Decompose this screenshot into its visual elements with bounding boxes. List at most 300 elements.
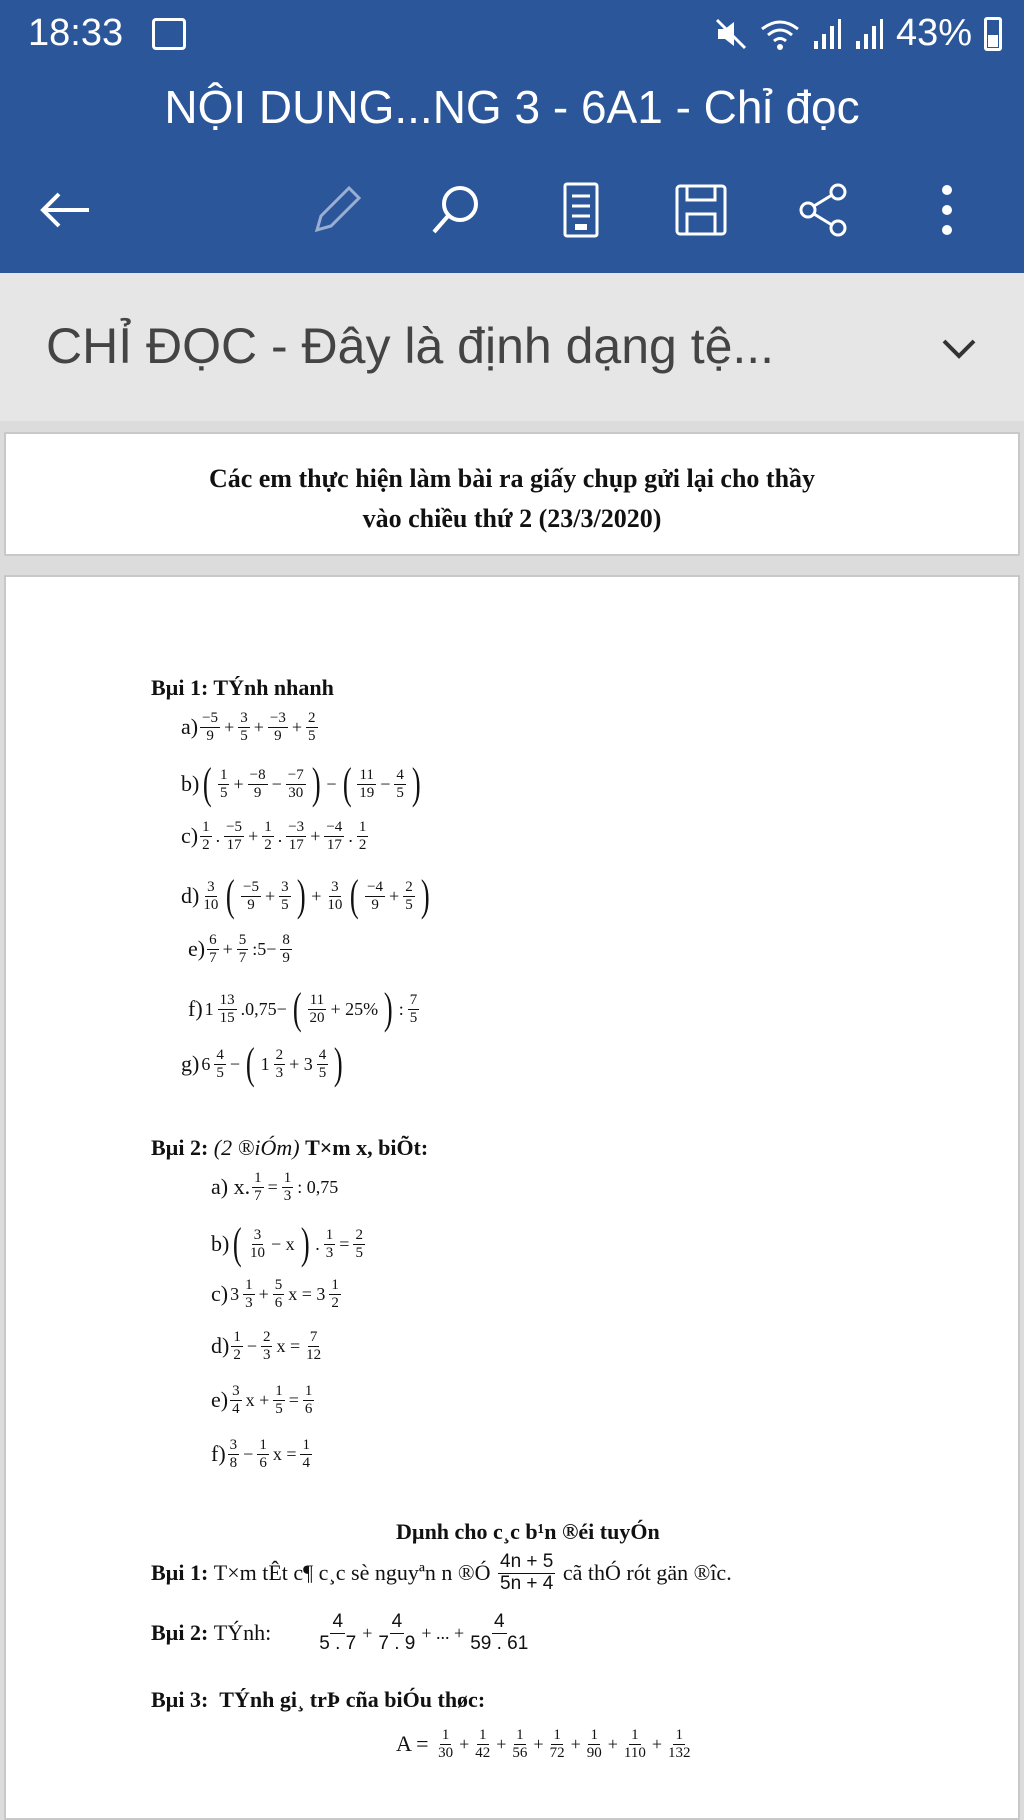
bai1-a [181, 710, 320, 744]
more-icon[interactable] [912, 175, 982, 245]
numerator: 1 [358, 819, 367, 835]
parenthesis: ( [350, 871, 360, 920]
numerator: −7 [287, 767, 304, 783]
operator: = [339, 1233, 350, 1254]
fraction [238, 710, 250, 744]
denominator: 3 [262, 1346, 271, 1363]
fraction [286, 819, 306, 853]
fraction [304, 1329, 323, 1363]
numerator: 4n + 5 [500, 1551, 554, 1572]
operator: + 3 [289, 1053, 313, 1074]
denominator: 5 [281, 896, 289, 913]
share-icon[interactable] [789, 175, 859, 245]
operator: : [398, 998, 404, 1019]
bai2-e [211, 1383, 316, 1417]
math-expression [228, 1383, 316, 1417]
operator: + [362, 1622, 373, 1643]
label: e) [211, 1387, 229, 1412]
denominator: 5n + 4 [500, 1572, 554, 1594]
operator: x = [276, 1335, 301, 1356]
fraction [282, 1170, 294, 1204]
math-expression [434, 1727, 694, 1761]
numerator: 1 [302, 1437, 310, 1453]
bai2-d [211, 1329, 325, 1363]
fraction [231, 1329, 243, 1363]
math-expression [198, 819, 370, 853]
fraction [324, 819, 344, 853]
numerator: 6 [209, 932, 217, 948]
fraction [261, 1329, 273, 1363]
numerator: 7 [409, 992, 418, 1008]
fraction [317, 1047, 329, 1081]
fraction [325, 879, 344, 913]
parenthesis: ) [300, 1219, 310, 1268]
operator: − x [270, 1233, 295, 1254]
numerator: 1 [254, 1170, 262, 1186]
fraction [317, 1612, 358, 1655]
operator: + [496, 1733, 507, 1754]
denominator: 3 [325, 1244, 334, 1261]
battery-icon [984, 17, 1002, 51]
denominator: 30 [288, 784, 304, 801]
banner-text: CHỈ ĐỌC - Đây là định dạng tệ... [46, 318, 775, 374]
operator: . [277, 825, 283, 846]
extra-bai1-text-b: cã thÓ rót gän ®îc. [562, 1560, 732, 1586]
numerator: 1 [259, 1437, 267, 1453]
numerator: 11 [309, 992, 325, 1008]
fraction [300, 1437, 312, 1471]
operator: + [533, 1733, 544, 1754]
bai1-g [181, 1039, 347, 1088]
numerator: 1 [331, 1277, 339, 1293]
bai2-a [211, 1170, 340, 1204]
operator: − [380, 773, 391, 794]
fraction [286, 767, 306, 801]
fraction [306, 710, 318, 744]
operator: + ... + [421, 1622, 465, 1643]
bai1-b [181, 759, 425, 808]
bai1-c [181, 819, 370, 853]
fraction [353, 1227, 365, 1261]
fraction [408, 992, 420, 1026]
math-expression [205, 932, 294, 966]
numerator: 4 [318, 1047, 327, 1063]
denominator: 42 [475, 1744, 491, 1761]
numerator: 2 [405, 879, 413, 895]
fraction [498, 1552, 555, 1595]
label: g) [181, 1051, 200, 1076]
label: a) x. [211, 1174, 251, 1199]
numerator: 4 [391, 1611, 403, 1632]
denominator: 5 [396, 784, 404, 801]
operator: + [233, 773, 244, 794]
extra-title: Dµnh cho c¸c b¹n ®éi tuyÓn [396, 1519, 660, 1544]
status-right [714, 12, 1002, 55]
parenthesis: ) [311, 759, 321, 808]
numerator: −5 [242, 879, 259, 895]
numerator: 13 [219, 992, 235, 1008]
denominator: 90 [586, 1744, 602, 1761]
label: f) [211, 1441, 226, 1466]
bai2-title [151, 1135, 428, 1161]
operator: + [310, 825, 321, 846]
math-expression [228, 1277, 343, 1311]
label: b) [211, 1231, 230, 1256]
extra-bai1-text-a: T×m tÊt c¶ c¸c sè nguyªn n ®Ó [213, 1560, 491, 1586]
fraction [279, 879, 291, 913]
fraction [403, 879, 415, 913]
denominator: 6 [304, 1400, 313, 1417]
search-icon[interactable] [421, 175, 491, 245]
math-expression [250, 1170, 340, 1204]
operator: − [271, 773, 282, 794]
denominator: 5 [240, 727, 248, 744]
numerator: 4 [396, 767, 404, 783]
fraction [307, 992, 326, 1026]
denominator: 19 [359, 784, 375, 801]
parenthesis: ( [245, 1039, 255, 1088]
extra-bai3-expr [396, 1727, 694, 1761]
chevron-down-icon[interactable] [934, 323, 984, 373]
parenthesis: ( [292, 984, 302, 1033]
operator: + [570, 1733, 581, 1754]
fraction [365, 879, 385, 913]
operator: x = 3 [288, 1283, 326, 1304]
fraction [268, 710, 288, 744]
fraction [207, 932, 219, 966]
denominator: 72 [549, 1744, 565, 1761]
fraction [243, 1277, 255, 1311]
signal-icon [812, 17, 842, 51]
label: a) [181, 714, 199, 739]
operator: + [264, 885, 276, 906]
fraction [200, 819, 212, 853]
denominator: 3 [275, 1064, 284, 1081]
operator: 3 [230, 1283, 240, 1304]
extra-bai3-label: Bµi 3: [151, 1687, 209, 1712]
signal-icon-2 [854, 17, 884, 51]
denominator: 2 [331, 1294, 339, 1311]
denominator: 2 [233, 1346, 241, 1363]
toolbar [0, 165, 1024, 255]
operator: − [243, 1443, 254, 1464]
fraction [218, 767, 230, 801]
label: d) [211, 1333, 230, 1358]
numerator: 4 [493, 1611, 505, 1632]
operator: + [651, 1733, 662, 1754]
math-expression [198, 710, 319, 744]
fraction [252, 1170, 264, 1204]
operator: − [246, 1335, 257, 1356]
bai2-points: (2 ®iÓm) [213, 1135, 300, 1160]
denominator: 5 [409, 1009, 418, 1026]
denominator: 30 [438, 1744, 454, 1761]
denominator: 10 [203, 896, 219, 913]
denominator: 4 [302, 1454, 310, 1471]
operator: + [291, 716, 302, 737]
numerator: 1 [304, 1383, 313, 1399]
fraction [200, 710, 220, 744]
math-expression [199, 871, 433, 920]
operator: 6 [201, 1053, 211, 1074]
numerator: 1 [283, 1170, 292, 1186]
denominator: 3 [245, 1294, 253, 1311]
operator: .0,75− [240, 998, 287, 1019]
back-arrow-icon[interactable] [30, 175, 100, 245]
denominator: 110 [623, 1744, 646, 1761]
denominator: 5 [216, 1064, 224, 1081]
math-expression [203, 984, 422, 1033]
numerator: 2 [308, 710, 316, 726]
denominator: 17 [326, 836, 342, 853]
numerator: 3 [240, 710, 248, 726]
numerator: 1 [479, 1727, 487, 1743]
page-1 [4, 432, 1020, 556]
fraction [357, 819, 369, 853]
fraction [510, 1727, 529, 1761]
status-bar [0, 0, 1024, 72]
denominator: 59 . 61 [470, 1632, 529, 1654]
extra-bai2-text: TÝnh: [213, 1620, 272, 1646]
expr-prefix: A = [396, 1731, 429, 1756]
operator: + [459, 1733, 470, 1754]
numerator: 7 [309, 1329, 318, 1345]
page-2 [4, 575, 1020, 1820]
parenthesis: ) [384, 984, 393, 1033]
fraction [224, 819, 244, 853]
fraction [548, 1727, 567, 1761]
operator: 1 [204, 998, 214, 1019]
numerator: 1 [516, 1727, 524, 1743]
page1-line2: vào chiều thứ 2 (23/3/2020) [362, 504, 662, 533]
denominator: 2 [202, 836, 210, 853]
bai1-f [188, 984, 421, 1033]
denominator: 7 [254, 1187, 262, 1204]
fraction [394, 767, 406, 801]
fraction [257, 1437, 269, 1471]
denominator: 9 [371, 896, 379, 913]
operator: + [389, 885, 400, 906]
numerator: −3 [288, 819, 305, 835]
mute-icon [714, 17, 748, 51]
extra-bai3-text: TÝnh gi¸ trÞ cña biÓu thøc: [219, 1687, 486, 1712]
numerator: −8 [249, 767, 266, 783]
operator: . [348, 825, 353, 846]
numerator: 5 [274, 1277, 283, 1293]
fraction [585, 1727, 604, 1761]
denominator: 5 [405, 896, 413, 913]
fraction [237, 932, 249, 966]
operator: . [215, 825, 221, 846]
numerator: 1 [264, 819, 272, 835]
denominator: 9 [206, 727, 214, 744]
fraction [273, 1277, 285, 1311]
math-expression [199, 1039, 347, 1088]
bai1-e [188, 932, 294, 966]
label: c) [181, 823, 199, 848]
read-only-banner[interactable] [0, 273, 1024, 421]
fraction [248, 767, 268, 801]
numerator: 1 [202, 819, 210, 835]
denominator: 5 [355, 1244, 363, 1261]
operator: 1 [260, 1053, 270, 1074]
parenthesis: ( [203, 759, 213, 808]
fraction [473, 1727, 492, 1761]
bai2-b [211, 1219, 367, 1268]
parenthesis: ) [334, 1039, 344, 1088]
extra-bai2 [151, 1612, 532, 1655]
numerator: −5 [202, 710, 219, 726]
label: d) [181, 883, 200, 908]
denominator: 2 [358, 836, 367, 853]
operator: = [288, 1389, 299, 1410]
denominator: 9 [282, 949, 290, 966]
operator: + [253, 716, 264, 737]
page1-line1: Các em thực hiện làm bài ra giấy chụp gửi lại cho thầy [208, 464, 816, 493]
label: c) [211, 1281, 229, 1306]
parenthesis: ( [226, 871, 236, 920]
denominator: 9 [247, 896, 255, 913]
parenthesis: ) [420, 871, 430, 920]
battery-percent: 43% [895, 12, 972, 54]
save-icon[interactable] [666, 175, 736, 245]
numerator: 1 [553, 1727, 561, 1743]
numerator: −4 [326, 819, 343, 835]
bai2-label: Bµi 2: [151, 1135, 209, 1160]
operator: + [222, 938, 233, 959]
operator: = [267, 1176, 278, 1197]
numerator: 2 [355, 1227, 363, 1243]
wifi-icon [760, 17, 800, 51]
extra-bai1-label: Bµi 1: [151, 1560, 209, 1586]
operator: . [315, 1233, 320, 1254]
fraction [201, 879, 220, 913]
operator: − [229, 1053, 240, 1074]
fraction [218, 992, 237, 1026]
numerator: 1 [275, 1383, 283, 1399]
fraction [303, 1383, 315, 1417]
numerator: −3 [269, 710, 286, 726]
denominator: 10 [249, 1244, 265, 1261]
numerator: 1 [675, 1727, 683, 1743]
parenthesis: ( [233, 1219, 243, 1268]
numerator: 1 [590, 1727, 598, 1743]
fraction [228, 1437, 240, 1471]
denominator: 6 [274, 1294, 283, 1311]
bai2-heading: T×m x, biÕt: [305, 1135, 429, 1160]
status-time: 18:33 [28, 12, 124, 54]
operator: : 0,75 [297, 1176, 339, 1197]
numerator: 1 [233, 1329, 241, 1345]
extra-bai1 [151, 1552, 732, 1595]
pencil-icon[interactable] [302, 175, 372, 245]
parenthesis: ) [296, 871, 306, 920]
numerator: 4 [332, 1611, 344, 1632]
math-expression [226, 1437, 314, 1471]
extra-bai3 [151, 1687, 485, 1713]
operator: + [248, 825, 259, 846]
numerator: 3 [207, 879, 215, 895]
denominator: 7 . 9 [378, 1632, 416, 1654]
label: e) [188, 936, 206, 961]
denominator: 5 [318, 1064, 327, 1081]
numerator: 8 [282, 932, 290, 948]
fraction [666, 1727, 693, 1761]
denominator: 9 [274, 727, 282, 744]
denominator: 15 [219, 1009, 235, 1026]
fraction [280, 932, 292, 966]
extra-bai2-label: Bµi 2: [151, 1620, 209, 1646]
operator: − [326, 773, 337, 794]
fraction [622, 1727, 648, 1761]
denominator: 6 [259, 1454, 267, 1471]
operator: :5− [252, 938, 277, 959]
denominator: 8 [229, 1454, 238, 1471]
numerator: −5 [226, 819, 243, 835]
numerator: 1 [325, 1227, 334, 1243]
denominator: 5 [219, 784, 228, 801]
denominator: 10 [327, 896, 343, 913]
fraction [324, 1227, 336, 1261]
numerator: 4 [216, 1047, 224, 1063]
operator: + [224, 716, 235, 737]
numerator: 11 [359, 767, 374, 783]
operator: x = [272, 1443, 297, 1464]
fraction [214, 1047, 226, 1081]
operator: + [258, 1283, 269, 1304]
denominator: 7 [209, 949, 217, 966]
fraction [468, 1612, 530, 1655]
numerator: 3 [229, 1437, 238, 1453]
numerator: 3 [281, 879, 289, 895]
fraction [376, 1612, 417, 1655]
denominator: 17 [288, 836, 304, 853]
numerator: −4 [367, 879, 384, 895]
operator: + 25% [330, 998, 379, 1019]
fraction [357, 767, 376, 801]
numerator: 2 [275, 1047, 284, 1063]
operator: x + [245, 1389, 270, 1410]
reading-view-icon[interactable] [546, 175, 616, 245]
denominator: 132 [667, 1744, 691, 1761]
gallery-icon [152, 18, 186, 50]
denominator: 20 [309, 1009, 325, 1026]
denominator: 7 [238, 949, 247, 966]
bai2-c [211, 1277, 343, 1311]
denominator: 17 [226, 836, 242, 853]
fraction [273, 1383, 285, 1417]
fraction [230, 1383, 242, 1417]
denominator: 12 [306, 1346, 322, 1363]
denominator: 2 [264, 836, 272, 853]
denominator: 5 . 7 [319, 1632, 357, 1654]
denominator: 9 [253, 784, 262, 801]
parenthesis: ( [342, 759, 352, 808]
bai1-d [181, 871, 433, 920]
numerator: 3 [331, 879, 339, 895]
fraction [262, 819, 274, 853]
numerator: 1 [245, 1277, 253, 1293]
denominator: 4 [232, 1400, 240, 1417]
denominator: 5 [275, 1400, 283, 1417]
math-expression [199, 759, 424, 808]
math-expression [229, 1219, 367, 1268]
numerator: 3 [253, 1227, 262, 1243]
math-expression [315, 1612, 532, 1655]
fraction [329, 1277, 341, 1311]
fraction [248, 1227, 267, 1261]
numerator: 1 [441, 1727, 450, 1743]
